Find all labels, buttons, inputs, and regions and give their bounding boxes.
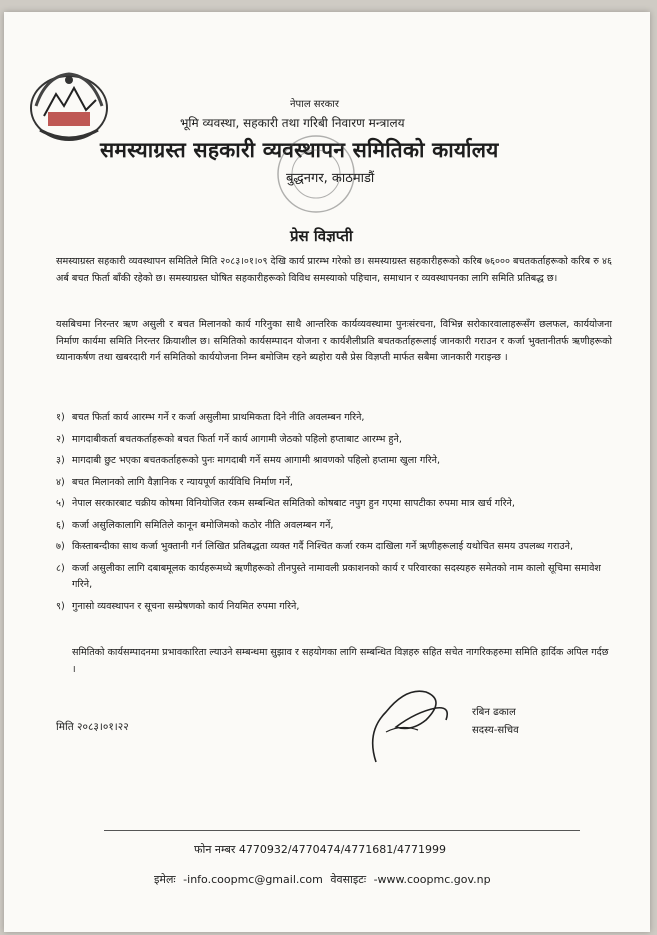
list-item-number: १) bbox=[56, 412, 65, 423]
footer-divider bbox=[104, 830, 580, 831]
closing-appeal: समितिको कार्यसम्पादनमा प्रभावकारिता ल्याउने सम्बन्धमा सुझाव र सहयोगका लागि सम्बन्धित विज्ञहरु सहित सचेत नागरिकहरुमा समिति हार्दिक अपिल गर्दछ । bbox=[72, 647, 609, 675]
page-title: प्रेस विज्ञप्ती bbox=[290, 227, 353, 245]
list-item-text: मागदाबी छुट भएका बचतकर्ताहरूको पुनः मागदाबी गर्ने समय आगामी श्रावणको पहिलो हप्तामा खुला गरिने, bbox=[72, 455, 440, 466]
press-release-document bbox=[4, 12, 650, 932]
footer-contact bbox=[154, 872, 495, 887]
government-label: नेपाल सरकार bbox=[290, 99, 339, 110]
ministry-name: भूमि व्यवस्था, सहकारी तथा गरिबी निवारण मन्त्रालय bbox=[180, 116, 405, 130]
signer-name: रबिन ढकाल bbox=[472, 707, 516, 718]
list-item-number: ५) bbox=[56, 498, 65, 509]
list-item-text: बचत मिलानको लागि वैज्ञानिक र न्यायपूर्ण कार्यविधि निर्माण गर्ने, bbox=[72, 476, 293, 488]
intro-paragraph: समस्याग्रस्त सहकारी व्यवस्थापन समितिले मिति २०८३।०१।०९ देखि कार्य प्रारम्भ गरेको छ। समस्याग्रस्त सहकारीहरूको करिब ७६००० बचतकर्ताहरूको करिब रु ४६ अर्ब बचत फिर्ता बाँकी रहेको छ। समस्याग्रस्त घोषित सहकारीहरूको विविध समस्याको पहिचान, समाधान र व्यवस्थापनका लागि समिति प्रतिबद्ध छ। bbox=[56, 256, 612, 284]
list-item bbox=[56, 410, 616, 427]
list-item-number: ९) bbox=[56, 600, 65, 612]
list-item-number: ४) bbox=[56, 476, 65, 488]
list-item bbox=[56, 599, 616, 616]
list-item-text: कर्जा असुलीका लागि दबाबमूलक कार्यहरूमध्ये ऋणीहरूको तीनपुस्ते नामावली प्रकाशनको कार्य र परिवारका सदस्यहरु समेतको नाम कालो सूचिमा समावेश गरिने, bbox=[72, 562, 601, 590]
website-url[interactable]: -www.coopmc.gov.np bbox=[373, 873, 491, 886]
list-item-number: २) bbox=[56, 433, 65, 445]
signer-designation: सदस्य-सचिव bbox=[472, 725, 519, 736]
website-label: वेवसाइटः bbox=[330, 873, 367, 886]
office-location: बुद्धनगर, काठमाडौं bbox=[286, 171, 375, 186]
office-name: समस्याग्रस्त सहकारी व्यवस्थापन समितिको कार्यालय bbox=[100, 138, 499, 162]
list-item bbox=[56, 453, 616, 470]
list-item bbox=[56, 518, 616, 535]
list-item bbox=[56, 475, 616, 492]
handwritten-signature-icon bbox=[356, 672, 466, 772]
list-item-number: ६) bbox=[56, 519, 65, 531]
list-item bbox=[56, 432, 616, 449]
list-item-number: ७) bbox=[56, 541, 65, 552]
plan-paragraph: यसबिचमा निरन्तर ऋण असुली र बचत मिलानको कार्य गरिनुका साथै आन्तरिक कार्यव्यवस्थामा पुनःसंरचना, विभिन्न सरोकारवालाहरूसँग छलफल, कार्ययोजना निर्माण कार्यमा समिति निरन्तर क्रियाशील छ। समितिको कार्यसम्पादन योजना र कार्यशैलीप्रति बचतकर्ताहरूलाई जानकारी गराउन र कर्जा भुक्तानीतर्फ ऋणीहरूको ध्यानाकर्षण तथा खबरदारी गर्न समितिको कार्ययोजना निम्न बमोजिम रहने ब्यहोरा यसै प्रेस विज्ञप्ती मार्फत सबैमा जानकारी गराइन्छ । bbox=[56, 319, 612, 363]
email-address[interactable]: -info.coopmc@gmail.com bbox=[183, 873, 323, 886]
list-item-number: ८) bbox=[56, 562, 65, 574]
list-item bbox=[56, 539, 616, 556]
nepal-government-emblem-icon bbox=[26, 66, 112, 144]
footer-phone: फोन नम्बर 4770932/4770474/4771681/4771999 bbox=[194, 843, 446, 856]
list-item-text: बचत फिर्ता कार्य आरम्भ गर्ने र कर्जा असुलीमा प्राथमिकता दिने नीति अवलम्बन गरिने, bbox=[72, 412, 365, 423]
list-item-text: किस्ताबन्दीका साथ कर्जा भुक्तानी गर्न लिखित प्रतिबद्धता व्यक्त गर्दै निश्चित कर्जा रकम दाखिला गर्ने ऋणीहरूलाई यथोचित समय उपलब्ध गराउने, bbox=[72, 541, 573, 552]
action-plan-list bbox=[56, 410, 616, 620]
email-label: इमेलः bbox=[154, 873, 176, 886]
list-item-number: ३) bbox=[56, 455, 65, 466]
office-stamp-icon bbox=[266, 132, 366, 216]
list-item bbox=[56, 561, 616, 594]
list-item bbox=[56, 496, 616, 513]
list-item-text: कर्जा असुलिकालागि समितिले कानून बमोजिमको कठोर नीति अवलम्बन गर्ने, bbox=[72, 519, 334, 531]
signer-block bbox=[472, 704, 519, 740]
list-item-text: मागदाबीकर्ता बचतकर्ताहरूको बचत फिर्ता गर्ने कार्य आगामी जेठको पहिलो हप्ताबाट आरम्भ हुने, bbox=[72, 433, 402, 445]
issue-date: मिति २०८३।०१।२२ bbox=[56, 721, 129, 733]
list-item-text: गुनासो व्यवस्थापन र सूचना सम्प्रेषणको कार्य नियमित रुपमा गरिने, bbox=[72, 600, 300, 612]
list-item-text: नेपाल सरकारबाट चक्रीय कोषमा विनियोजित रकम सम्बन्धित समितिको कोषबाट नपुग हुन गएमा सापटीका रुपमा मात्र खर्च गरिने, bbox=[72, 498, 515, 509]
